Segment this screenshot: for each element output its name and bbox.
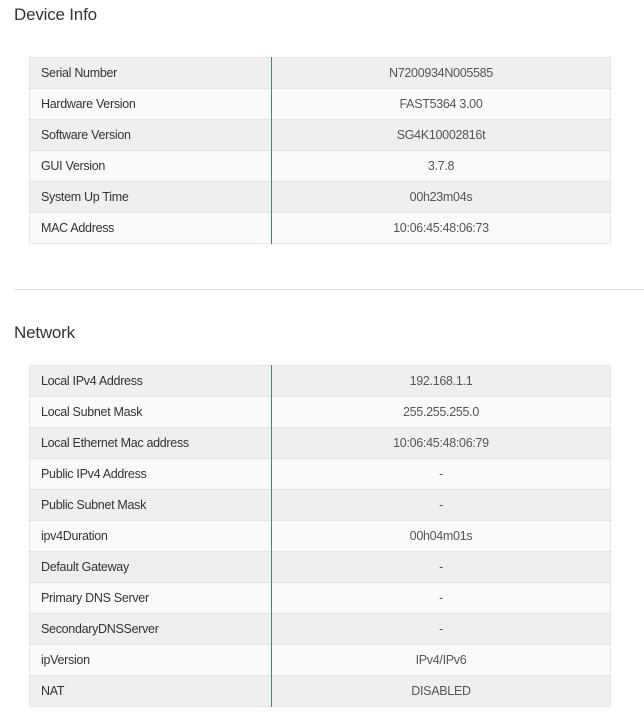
serial-number-label: Serial Number	[30, 58, 272, 89]
table-row	[30, 428, 611, 459]
table-row	[30, 614, 611, 645]
hardware-version-value: FAST5364 3.00	[272, 89, 611, 120]
mac-address-value: 10:06:45:48:06:73	[272, 213, 611, 244]
primary-dns-server-value: -	[272, 583, 611, 614]
default-gateway-value: -	[272, 552, 611, 583]
serial-number-value: N7200934N005585	[389, 66, 493, 80]
table-row	[30, 490, 611, 521]
nat-value: DISABLED	[272, 676, 611, 707]
local-ipv4-address-label: Local IPv4 Address	[30, 366, 272, 397]
software-version-value: SG4K10002816t	[272, 120, 611, 151]
table-row	[30, 397, 611, 428]
table-row	[30, 213, 611, 244]
table-row	[30, 459, 611, 490]
network-table	[29, 365, 611, 707]
table-row	[30, 89, 611, 120]
local-ipv4-address-value: 192.168.1.1	[409, 374, 473, 388]
device-info-table	[29, 57, 611, 244]
table-row	[30, 676, 611, 707]
secondary-dns-server-value: -	[272, 614, 611, 645]
public-ipv4-address-value: -	[272, 459, 611, 490]
table-row	[30, 366, 611, 397]
section-divider	[14, 289, 644, 290]
ip-version-label: ipVersion	[30, 645, 272, 676]
table-row	[30, 552, 611, 583]
table-row	[30, 583, 611, 614]
secondary-dns-server-label: SecondaryDNSServer	[30, 614, 272, 645]
gui-version-value: 3.7.8	[272, 151, 611, 182]
primary-dns-server-label: Primary DNS Server	[30, 583, 272, 614]
mac-address-label: MAC Address	[30, 213, 272, 244]
local-ethernet-mac-label: Local Ethernet Mac address	[30, 428, 272, 459]
device-info-title: Device Info	[14, 5, 97, 24]
nat-label: NAT	[30, 676, 272, 707]
table-row	[30, 58, 611, 89]
local-subnet-mask-label: Local Subnet Mask	[30, 397, 272, 428]
table-row	[30, 120, 611, 151]
hardware-version-label: Hardware Version	[30, 89, 272, 120]
table-row	[30, 151, 611, 182]
ipv4-duration-value: 00h04m01s	[272, 521, 611, 552]
ipv4-duration-label: ipv4Duration	[30, 521, 272, 552]
ip-version-value: IPv4/IPv6	[272, 645, 611, 676]
public-subnet-mask-value: -	[272, 490, 611, 521]
local-subnet-mask-value: 255.255.255.0	[272, 397, 611, 428]
system-up-time-label: System Up Time	[30, 182, 272, 213]
network-title: Network	[14, 323, 75, 342]
table-row	[30, 521, 611, 552]
software-version-label: Software Version	[30, 120, 272, 151]
default-gateway-label: Default Gateway	[30, 552, 272, 583]
gui-version-label: GUI Version	[30, 151, 272, 182]
system-up-time-value: 00h23m04s	[272, 182, 611, 213]
local-ethernet-mac-value: 10:06:45:48:06:79	[272, 428, 611, 459]
table-row	[30, 182, 611, 213]
public-subnet-mask-label: Public Subnet Mask	[30, 490, 272, 521]
table-row	[30, 645, 611, 676]
public-ipv4-address-label: Public IPv4 Address	[30, 459, 272, 490]
